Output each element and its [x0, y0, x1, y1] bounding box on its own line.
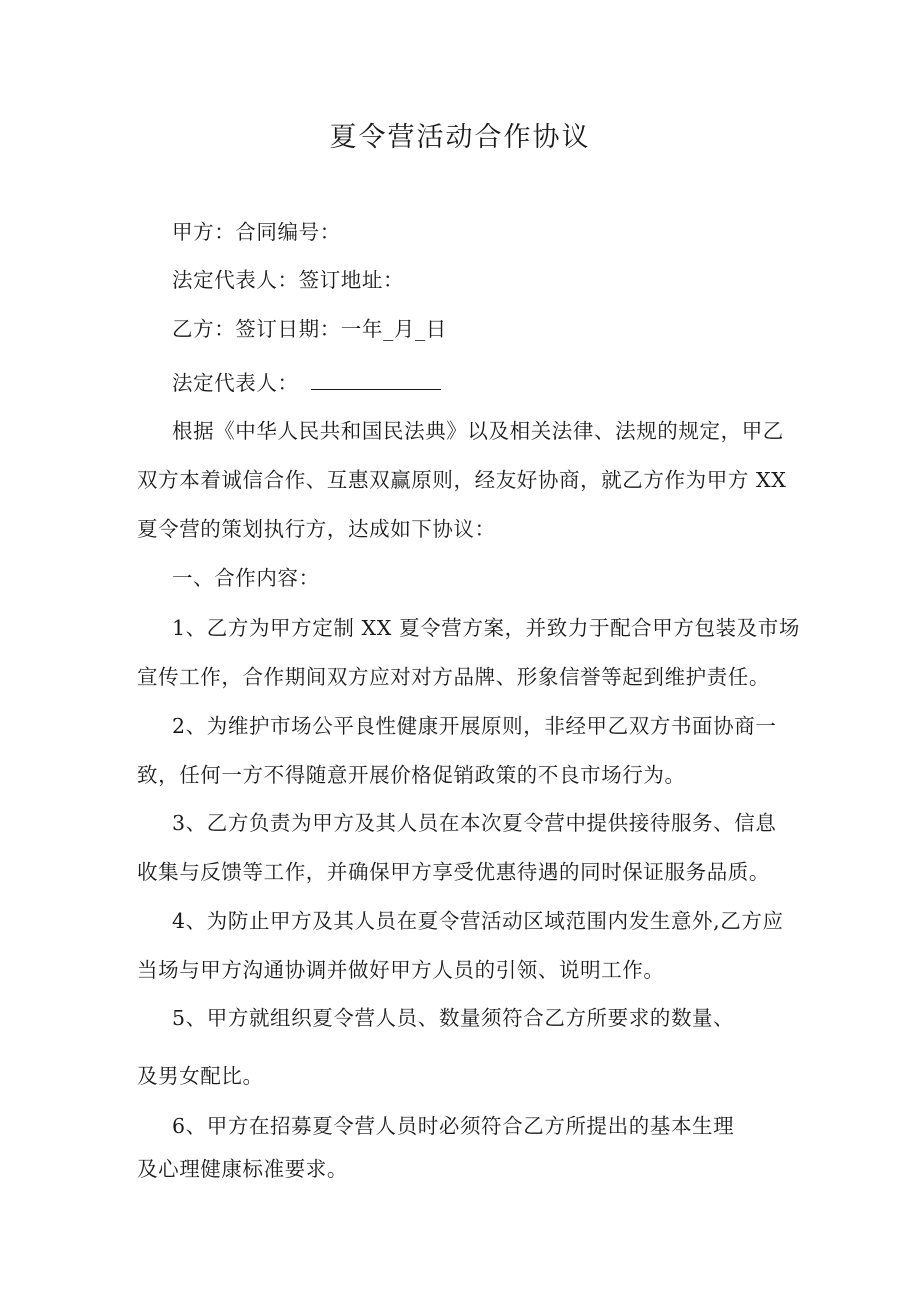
party-a-line: 甲方：合同编号：	[172, 220, 341, 244]
party-b-line: 乙方：签订日期：一年_月_日	[172, 317, 447, 341]
clause-line: 当场与甲方沟通协调并做好甲方人员的引领、说明工作。	[137, 958, 665, 982]
document-title: 夏令营活动合作协议	[329, 122, 591, 153]
clause-line: 5、甲方就组织夏令营人员、数量须符合乙方所要求的数量、	[172, 1006, 735, 1030]
clause-line: 1、乙方为甲方定制 XX 夏令营方案，并致力于配合甲方包装及市场	[172, 616, 800, 640]
preamble-line: 夏令营的策划执行方，达成如下协议：	[137, 517, 496, 541]
clause-line: 及心理健康标准要求。	[137, 1157, 348, 1181]
party-a-representative-line: 法定代表人：签订地址：	[172, 268, 405, 292]
party-b-representative-label: 法定代表人：	[172, 371, 299, 395]
clause-line: 收集与反馈等工作，并确保甲方享受优惠待遇的同时保证服务品质。	[137, 860, 770, 884]
section-heading: 一、合作内容：	[172, 566, 320, 590]
clause-line: 致，任何一方不得随意开展价格促销政策的不良市场行为。	[137, 763, 686, 787]
clause-line: 2、为维护市场公平良性健康开展原则，非经甲乙双方书面协商一	[172, 714, 777, 738]
clause-line: 4、为防止甲方及其人员在夏令营活动区域范围内发生意外,乙方应	[172, 909, 784, 933]
preamble-line: 双方本着诚信合作、互惠双赢原则，经友好协商，就乙方作为甲方 XX	[137, 468, 787, 492]
clause-line: 宣传工作，合作期间双方应对对方品牌、形象信誉等起到维护责任。	[137, 665, 770, 689]
clause-line: 6、甲方在招募夏令营人员时必须符合乙方所提出的基本生理	[172, 1114, 735, 1138]
clause-line: 3、乙方负责为甲方及其人员在本次夏令营中提供接待服务、信息	[172, 811, 777, 835]
party-b-representative-line	[172, 368, 441, 398]
preamble-line: 根据《中华人民共和国民法典》以及相关法律、法规的规定，甲乙	[172, 419, 784, 443]
clause-line: 及男女配比。	[137, 1064, 264, 1088]
signature-blank	[311, 369, 441, 390]
